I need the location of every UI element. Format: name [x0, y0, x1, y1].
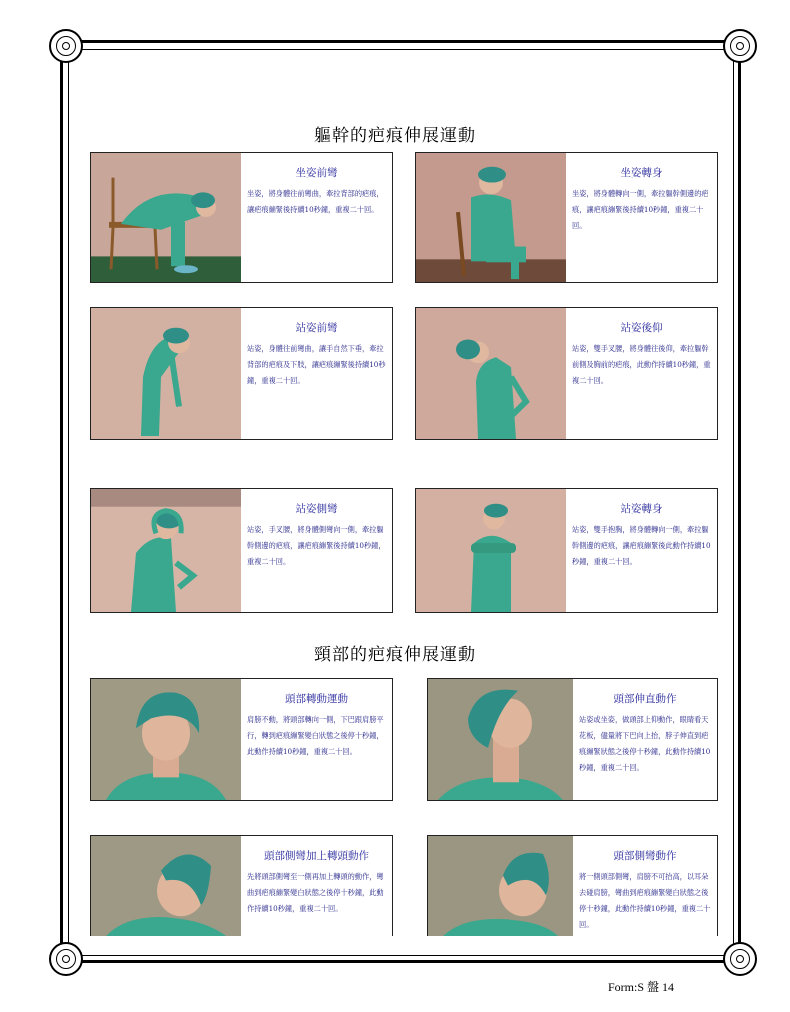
standing-side-bend-photo	[91, 489, 241, 612]
exercise-description: 站姿或坐姿，做頭部上仰動作，眼睛看天花板，儘量將下巴向上抬，脖子伸直到疤痕繃緊狀態之後停十秒鐘，此動作持續10秒鐘，重複二十回。	[579, 715, 711, 772]
exercise-card	[90, 307, 393, 440]
section-title-trunk: 軀幹的疤痕伸展運動	[314, 126, 476, 146]
exercise-text	[571, 836, 717, 936]
exercise-text	[564, 153, 717, 282]
seated-forward-bend-photo	[91, 153, 241, 282]
exercise-description: 將一側頭部側彎，肩膀不可抬高，以耳朵去碰肩膀，彎曲到疤痕繃緊變白狀態之後停十秒鐘，此動作持續10秒鐘，重複二十回。	[579, 872, 711, 929]
exercise-title: 頭部側彎加上轉頭動作	[264, 850, 369, 862]
exercise-description: 坐姿，將身體轉向一側，牽拉軀幹側邊的疤痕，讓疤痕繃緊後持續10秒鐘，重複二十回。	[572, 189, 709, 230]
exercise-card	[427, 678, 718, 801]
exercise-description: 站姿，雙手叉腰，將身體往後仰，牽拉軀幹前側及胸前的疤痕，此動作持續10秒鐘，重複二十回。	[572, 344, 711, 385]
exercise-title: 頭部側彎動作	[613, 850, 677, 862]
exercise-text	[564, 308, 717, 439]
frame-corner-ornament	[723, 942, 757, 976]
exercise-card	[427, 835, 718, 936]
exercise-description: 坐姿，將身體往前彎曲，牽拉背部的疤痕，讓疤痕繃緊後持續10秒鐘，重複二十回。	[247, 189, 384, 214]
neck-side-bend-rotation-photo	[91, 836, 241, 936]
exercise-card	[90, 678, 393, 801]
head-rotation-photo	[91, 679, 241, 800]
exercise-card	[90, 152, 393, 283]
exercise-text	[239, 308, 392, 439]
exercise-text	[239, 153, 392, 282]
standing-forward-bend-photo	[91, 308, 241, 439]
exercise-text	[564, 489, 717, 612]
exercise-text	[239, 679, 392, 800]
exercise-title: 站姿後仰	[620, 322, 663, 334]
exercise-card	[415, 152, 718, 283]
exercise-description: 站姿，手叉腰，將身體側彎向一側，牽拉軀幹側邊的疤痕，讓疤痕繃緊後持續10秒鐘，重複二十回。	[247, 525, 386, 566]
exercise-text	[239, 836, 392, 936]
exercise-text	[239, 489, 392, 612]
exercise-title: 坐姿轉身	[620, 167, 663, 179]
neck-side-bend-photo	[428, 836, 573, 936]
exercise-title: 頭部伸直動作	[613, 693, 677, 705]
frame-corner-ornament	[49, 29, 83, 63]
exercise-card	[415, 488, 718, 613]
frame-corner-ornament	[49, 942, 83, 976]
exercise-card	[415, 307, 718, 440]
exercise-title: 站姿側彎	[295, 503, 338, 515]
exercise-title: 站姿前彎	[295, 322, 338, 334]
exercise-text	[571, 679, 717, 800]
exercise-description: 先將頭部側彎至一側再加上轉頭的動作，彎曲到疤痕繃緊變白狀態之後停十秒鐘，此動作持續10秒鐘，重複二十回。	[247, 872, 384, 913]
seated-trunk-rotation-photo	[416, 153, 566, 282]
standing-back-extension-photo	[416, 308, 566, 439]
exercise-card	[90, 835, 393, 936]
exercise-description: 肩膀不動，將頭部轉向一側，下巴跟肩膀平行，轉到疤痕繃緊變白狀態之後停十秒鐘，此動作持續10秒鐘，重複二十回。	[247, 715, 384, 756]
exercise-description: 站姿，雙手抱胸，將身體轉向一側，牽拉軀幹側邊的疤痕，讓疤痕繃緊後此動作持續10秒鐘，重複二十回。	[572, 525, 711, 566]
exercise-title: 站姿轉身	[620, 503, 663, 515]
neck-extension-photo	[428, 679, 573, 800]
exercise-card	[90, 488, 393, 613]
standing-trunk-rotation-photo	[416, 489, 566, 612]
section-title-neck: 頸部的疤痕伸展運動	[314, 645, 476, 665]
exercise-title: 頭部轉動運動	[285, 693, 348, 705]
frame-corner-ornament	[723, 29, 757, 63]
form-number: Form:S 盤 14	[608, 980, 675, 994]
exercise-title: 坐姿前彎	[295, 167, 338, 179]
exercise-description: 站姿，身體往前彎曲，讓手自然下垂，牽拉背部的疤痕及下肢，讓疤痕繃緊後持續10秒鐘，重複二十回。	[247, 344, 386, 385]
